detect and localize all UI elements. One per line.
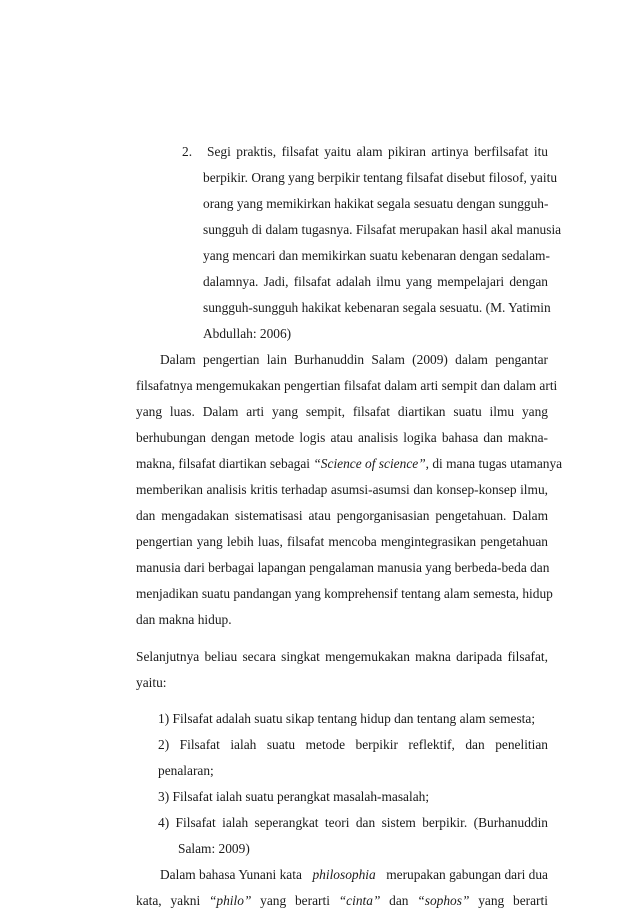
word: kata,	[136, 893, 162, 908]
italic-term: “cinta”	[338, 893, 381, 908]
text-span: Dalam bahasa Yunani kata	[160, 867, 306, 882]
text-line: berhubungan dengan metode logis atau analisis logika bahasa dan makna-	[136, 430, 548, 445]
text-line: yang mencari dan memikirkan suatu kebenaran dengan sedalam-	[203, 248, 550, 263]
text-line: sungguh di dalam tugasnya. Filsafat merupakan hasil akal manusia	[203, 222, 562, 237]
word: dan	[389, 893, 409, 908]
list-number: 2.	[182, 144, 193, 159]
word: yang	[260, 893, 287, 908]
text-line: orang yang memikirkan hakikat segala sesuatu dengan sungguh-	[203, 196, 549, 211]
text-line-mixed	[136, 456, 563, 472]
text-line-mixed	[136, 893, 548, 909]
text-line: dalamnya. Jadi, filsafat adalah ilmu yang mempelajari dengan	[203, 274, 548, 289]
text-line: manusia dari berbagai lapangan pengalaman manusia yang berbeda-beda dan	[136, 560, 550, 575]
list-item-continuation: penalaran;	[158, 763, 214, 778]
text-line: dan mengadakan sistematisasi atau pengorganisasian pengetahuan. Dalam	[136, 508, 548, 523]
italic-term: “philo”	[208, 893, 252, 908]
text-span: makna, filsafat diartikan sebagai	[136, 456, 314, 471]
word: berarti	[513, 893, 548, 908]
text-line: Selanjutnya beliau secara singkat mengemukakan makna daripada filsafat,	[136, 649, 548, 664]
word: berarti	[294, 893, 330, 908]
text-line: Segi praktis, filsafat yaitu alam pikiran artinya berfilsafat itu	[207, 144, 548, 159]
word: yakni	[170, 893, 201, 908]
text-line: pengertian yang lebih luas, filsafat mencoba mengintegrasikan pengetahuan	[136, 534, 548, 549]
text-line: yang luas. Dalam arti yang sempit, filsafat diartikan suatu ilmu yang	[136, 404, 548, 419]
word: yang	[478, 893, 505, 908]
text-span: merupakan gabungan dari dua	[382, 867, 548, 882]
text-line: filsafatnya mengemukakan pengertian filsafat dalam arti sempit dan dalam arti	[136, 378, 558, 393]
list-item: 2) Filsafat ialah suatu metode berpikir reflektif, dan penelitian	[158, 737, 548, 752]
text-line: dan makna hidup.	[136, 612, 232, 627]
text-line: yaitu:	[136, 675, 167, 690]
italic-term: “sophos”	[417, 893, 470, 908]
text-line: berpikir. Orang yang berpikir tentang filsafat disebut filosof, yaitu	[203, 170, 558, 185]
text-line: memberikan analisis kritis terhadap asumsi-asumsi dan konsep-konsep ilmu,	[136, 482, 548, 497]
text-line: Abdullah: 2006)	[203, 326, 292, 341]
text-line: menjadikan suatu pandangan yang komprehensif tentang alam semesta, hidup	[136, 586, 553, 601]
text-line: sungguh-sungguh hakikat kebenaran segala sesuatu. (M. Yatimin	[203, 300, 551, 315]
italic-term: “Science of science”	[313, 456, 426, 471]
text-line: Dalam pengertian lain Burhanuddin Salam (2009) dalam pengantar	[160, 352, 548, 367]
list-item: 3) Filsafat ialah suatu perangkat masalah-masalah;	[158, 789, 430, 804]
text-span: , di mana tugas utamanya	[425, 456, 563, 471]
list-item-continuation: Salam: 2009)	[178, 841, 250, 856]
italic-term: philosophia	[312, 867, 376, 882]
text-line-mixed	[160, 867, 548, 883]
list-item: 1) Filsafat adalah suatu sikap tentang hidup dan tentang alam semesta;	[158, 711, 536, 726]
list-item: 4) Filsafat ialah seperangkat teori dan sistem berpikir. (Burhanuddin	[158, 815, 548, 830]
